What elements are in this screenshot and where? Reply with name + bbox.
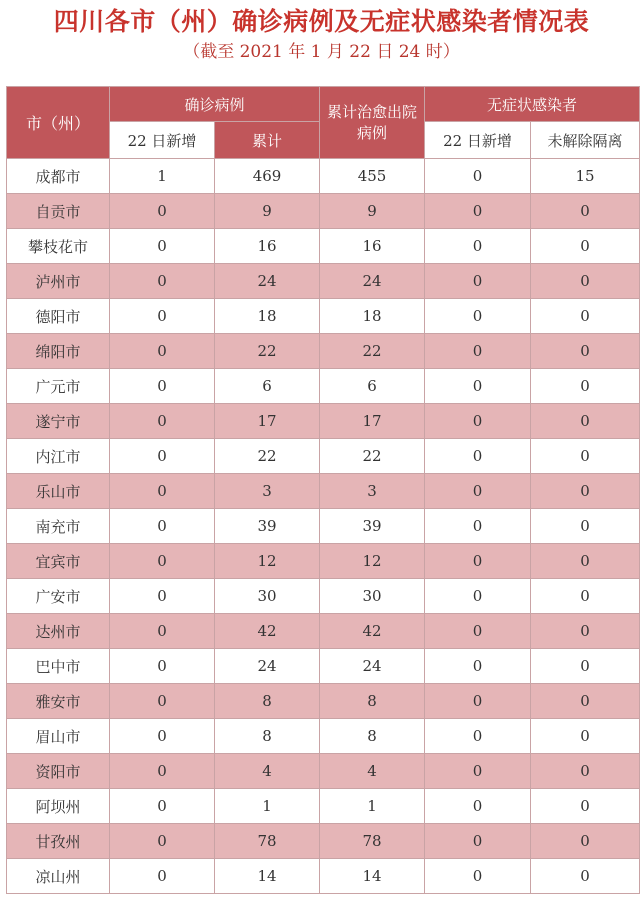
city-cell: 广元市 <box>7 369 110 404</box>
table-row <box>7 264 640 299</box>
city-cell: 泸州市 <box>7 264 110 299</box>
cured-cell: 9 <box>320 194 425 229</box>
asym-isolated-cell: 0 <box>531 509 640 544</box>
cured-cell: 78 <box>320 824 425 859</box>
new-confirmed-cell: 0 <box>110 404 215 439</box>
asym-isolated-cell: 0 <box>531 649 640 684</box>
total-confirmed-cell: 18 <box>215 299 320 334</box>
city-cell: 阿坝州 <box>7 789 110 824</box>
city-cell: 内江市 <box>7 439 110 474</box>
asym-isolated-cell: 0 <box>531 614 640 649</box>
new-confirmed-cell: 0 <box>110 369 215 404</box>
header-city: 市（州） <box>7 87 110 159</box>
total-confirmed-cell: 8 <box>215 684 320 719</box>
asym-isolated-cell: 0 <box>531 474 640 509</box>
table-row <box>7 369 640 404</box>
asym-new-cell: 0 <box>425 509 531 544</box>
total-confirmed-cell: 78 <box>215 824 320 859</box>
cured-cell: 8 <box>320 719 425 754</box>
asym-new-cell: 0 <box>425 544 531 579</box>
asym-isolated-cell: 0 <box>531 299 640 334</box>
asym-isolated-cell: 0 <box>531 684 640 719</box>
cured-cell: 1 <box>320 789 425 824</box>
asym-new-cell: 0 <box>425 859 531 894</box>
new-confirmed-cell: 0 <box>110 719 215 754</box>
new-confirmed-cell: 0 <box>110 544 215 579</box>
total-confirmed-cell: 9 <box>215 194 320 229</box>
new-confirmed-cell: 0 <box>110 194 215 229</box>
asym-isolated-cell: 0 <box>531 264 640 299</box>
table-row <box>7 334 640 369</box>
cured-cell: 3 <box>320 474 425 509</box>
header-asym-new-22: 22 日新增 <box>425 122 531 159</box>
total-confirmed-cell: 1 <box>215 789 320 824</box>
city-cell: 甘孜州 <box>7 824 110 859</box>
header-cumulative: 累计 <box>215 122 320 159</box>
asym-new-cell: 0 <box>425 159 531 194</box>
table-row <box>7 684 640 719</box>
asym-new-cell: 0 <box>425 719 531 754</box>
table-row <box>7 544 640 579</box>
asym-isolated-cell: 0 <box>531 229 640 264</box>
total-confirmed-cell: 4 <box>215 754 320 789</box>
table-row <box>7 649 640 684</box>
cured-cell: 14 <box>320 859 425 894</box>
asym-new-cell: 0 <box>425 824 531 859</box>
asym-new-cell: 0 <box>425 614 531 649</box>
asym-new-cell: 0 <box>425 334 531 369</box>
table-row <box>7 789 640 824</box>
asym-new-cell: 0 <box>425 264 531 299</box>
asym-isolated-cell: 0 <box>531 194 640 229</box>
asym-new-cell: 0 <box>425 754 531 789</box>
new-confirmed-cell: 0 <box>110 264 215 299</box>
city-cell: 宜宾市 <box>7 544 110 579</box>
table-header <box>7 87 640 159</box>
asym-new-cell: 0 <box>425 649 531 684</box>
asym-new-cell: 0 <box>425 404 531 439</box>
total-confirmed-cell: 8 <box>215 719 320 754</box>
total-confirmed-cell: 6 <box>215 369 320 404</box>
table-row <box>7 194 640 229</box>
asym-new-cell: 0 <box>425 579 531 614</box>
asym-new-cell: 0 <box>425 439 531 474</box>
table-row <box>7 754 640 789</box>
total-confirmed-cell: 22 <box>215 439 320 474</box>
total-confirmed-cell: 17 <box>215 404 320 439</box>
asym-isolated-cell: 0 <box>531 789 640 824</box>
cured-cell: 24 <box>320 264 425 299</box>
cured-cell: 455 <box>320 159 425 194</box>
asym-isolated-cell: 0 <box>531 859 640 894</box>
total-confirmed-cell: 14 <box>215 859 320 894</box>
city-cell: 眉山市 <box>7 719 110 754</box>
new-confirmed-cell: 0 <box>110 229 215 264</box>
cured-cell: 24 <box>320 649 425 684</box>
asym-isolated-cell: 0 <box>531 754 640 789</box>
city-cell: 乐山市 <box>7 474 110 509</box>
cured-cell: 17 <box>320 404 425 439</box>
table-row <box>7 439 640 474</box>
city-cell: 南充市 <box>7 509 110 544</box>
city-cell: 广安市 <box>7 579 110 614</box>
header-asymptomatic: 无症状感染者 <box>425 87 640 122</box>
table-row <box>7 719 640 754</box>
table-row <box>7 859 640 894</box>
new-confirmed-cell: 0 <box>110 334 215 369</box>
city-cell: 遂宁市 <box>7 404 110 439</box>
city-cell: 达州市 <box>7 614 110 649</box>
asym-isolated-cell: 0 <box>531 334 640 369</box>
asym-isolated-cell: 0 <box>531 544 640 579</box>
asym-isolated-cell: 0 <box>531 719 640 754</box>
new-confirmed-cell: 1 <box>110 159 215 194</box>
cured-cell: 6 <box>320 369 425 404</box>
table-body <box>7 159 640 894</box>
city-cell: 凉山州 <box>7 859 110 894</box>
new-confirmed-cell: 0 <box>110 439 215 474</box>
cured-cell: 12 <box>320 544 425 579</box>
page-subtitle: （截至 2021 年 1 月 22 日 24 时） <box>183 42 460 62</box>
city-cell: 巴中市 <box>7 649 110 684</box>
asym-isolated-cell: 0 <box>531 369 640 404</box>
table-row <box>7 299 640 334</box>
asym-new-cell: 0 <box>425 229 531 264</box>
cured-cell: 8 <box>320 684 425 719</box>
header-not-released: 未解除隔离 <box>531 122 640 159</box>
asym-isolated-cell: 0 <box>531 404 640 439</box>
cured-cell: 22 <box>320 439 425 474</box>
total-confirmed-cell: 30 <box>215 579 320 614</box>
total-confirmed-cell: 3 <box>215 474 320 509</box>
header-new-22: 22 日新增 <box>110 122 215 159</box>
total-confirmed-cell: 16 <box>215 229 320 264</box>
asym-new-cell: 0 <box>425 299 531 334</box>
city-cell: 成都市 <box>7 159 110 194</box>
table-row <box>7 614 640 649</box>
header-cured <box>320 87 425 159</box>
asym-new-cell: 0 <box>425 194 531 229</box>
cured-cell: 4 <box>320 754 425 789</box>
total-confirmed-cell: 24 <box>215 264 320 299</box>
new-confirmed-cell: 0 <box>110 649 215 684</box>
city-cell: 绵阳市 <box>7 334 110 369</box>
new-confirmed-cell: 0 <box>110 684 215 719</box>
cured-cell: 22 <box>320 334 425 369</box>
city-cell: 雅安市 <box>7 684 110 719</box>
cured-cell: 30 <box>320 579 425 614</box>
asym-isolated-cell: 15 <box>531 159 640 194</box>
city-cell: 德阳市 <box>7 299 110 334</box>
table-row <box>7 229 640 264</box>
asym-new-cell: 0 <box>425 474 531 509</box>
new-confirmed-cell: 0 <box>110 579 215 614</box>
new-confirmed-cell: 0 <box>110 614 215 649</box>
cured-cell: 16 <box>320 229 425 264</box>
new-confirmed-cell: 0 <box>110 859 215 894</box>
total-confirmed-cell: 39 <box>215 509 320 544</box>
total-confirmed-cell: 24 <box>215 649 320 684</box>
asym-isolated-cell: 0 <box>531 824 640 859</box>
header-cured-label: 累计治愈出院病例 <box>327 102 418 142</box>
new-confirmed-cell: 0 <box>110 509 215 544</box>
cured-cell: 39 <box>320 509 425 544</box>
cured-cell: 18 <box>320 299 425 334</box>
asym-new-cell: 0 <box>425 789 531 824</box>
table-row <box>7 404 640 439</box>
table-row <box>7 159 640 194</box>
city-cell: 攀枝花市 <box>7 229 110 264</box>
case-table <box>6 86 640 894</box>
new-confirmed-cell: 0 <box>110 824 215 859</box>
new-confirmed-cell: 0 <box>110 789 215 824</box>
total-confirmed-cell: 469 <box>215 159 320 194</box>
total-confirmed-cell: 22 <box>215 334 320 369</box>
asym-isolated-cell: 0 <box>531 579 640 614</box>
total-confirmed-cell: 12 <box>215 544 320 579</box>
total-confirmed-cell: 42 <box>215 614 320 649</box>
asym-isolated-cell: 0 <box>531 439 640 474</box>
asym-new-cell: 0 <box>425 684 531 719</box>
asym-new-cell: 0 <box>425 369 531 404</box>
city-cell: 自贡市 <box>7 194 110 229</box>
new-confirmed-cell: 0 <box>110 474 215 509</box>
page-title: 四川各市（州）确诊病例及无症状感染者情况表 <box>53 7 590 36</box>
header-confirmed: 确诊病例 <box>110 87 320 122</box>
new-confirmed-cell: 0 <box>110 299 215 334</box>
cured-cell: 42 <box>320 614 425 649</box>
table-row <box>7 824 640 859</box>
table-row <box>7 579 640 614</box>
table-row <box>7 474 640 509</box>
city-cell: 资阳市 <box>7 754 110 789</box>
table-row <box>7 509 640 544</box>
new-confirmed-cell: 0 <box>110 754 215 789</box>
